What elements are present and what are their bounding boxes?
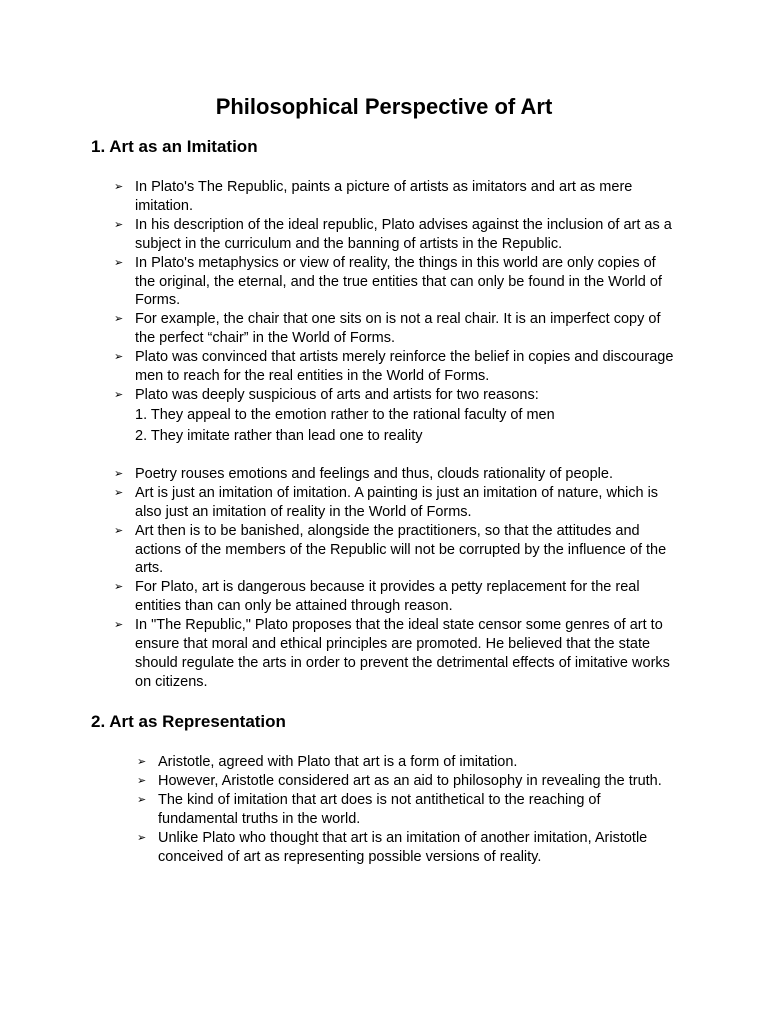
list-item [114,578,674,616]
section-1-heading: 1. Art as an Imitation [91,137,258,156]
list-item [114,522,674,579]
list-item-text: The kind of imitation that art does is not antithetical to the reaching of fundamental truths in the world. [158,791,601,827]
list-item-text: Art is just an imitation of imitation. A painting is just an imitation of nature, which is also just an imitation of reality in the World of Forms. [135,484,659,520]
arrow-bullet-icon: ➢ [114,581,124,594]
reason-item: 2. They imitate rather than lead one to reality [135,427,423,444]
list-item [137,829,677,867]
list-item [114,310,674,348]
list-item-text: Unlike Plato who thought that art is an imitation of another imitation, Aristotle conceived of art as representing possible versions of reality. [158,829,648,865]
list-item-text: Art then is to be banished, alongside the practitioners, so that the attitudes and actions of the members of the Republic will not be corrupted by the influence of the arts. [135,522,667,577]
arrow-bullet-icon: ➢ [114,256,124,269]
section-1-bullet-list [114,178,674,692]
arrow-bullet-icon: ➢ [114,388,124,401]
list-item [137,772,677,791]
list-item-text: For Plato, art is dangerous because it provides a petty replacement for the real entities than can only be attained through reason. [135,579,640,615]
list-item [137,791,677,829]
list-spacer [114,447,674,465]
list-item [114,465,674,484]
arrow-bullet-icon: ➢ [114,351,124,364]
arrow-bullet-icon: ➢ [137,793,147,806]
arrow-bullet-icon: ➢ [114,619,124,632]
arrow-bullet-icon: ➢ [137,774,147,787]
list-item-text: In his description of the ideal republic, Plato advises against the inclusion of art as a subject in the curriculum and the banning of artists in the Republic. [135,216,672,252]
list-item-text: For example, the chair that one sits on is not a real chair. It is an imperfect copy of the perfect “chair” in the World of Forms. [135,311,661,347]
arrow-bullet-icon: ➢ [114,181,124,193]
list-item [114,178,674,216]
section-2-bullet-list [137,753,677,866]
list-item [114,348,674,386]
list-item-text: In Plato's The Republic, paints a picture of artists as imitators and art as mere imitation. [135,179,633,214]
section-2-heading: 2. Art as Representation [91,712,286,731]
reasons-list-container [114,405,674,447]
reasons-list [135,405,674,447]
document-title: Philosophical Perspective of Art [215,94,553,119]
arrow-bullet-icon: ➢ [114,467,124,480]
list-item-text: Poetry rouses emotions and feelings and thus, clouds rationality of people. [135,465,613,482]
list-item [114,216,674,254]
list-item [114,616,674,692]
list-item [114,484,674,522]
list-item-text: Aristotle, agreed with Plato that art is a form of imitation. [158,754,518,770]
list-item-text: Plato was deeply suspicious of arts and artists for two reasons: [135,386,539,403]
arrow-bullet-icon: ➢ [114,486,124,499]
list-item-text: In Plato's metaphysics or view of reality, the things in this world are only copies of the original, the eternal, and the true entities that can only be found in the World of Forms. [135,254,662,309]
list-item [114,386,674,405]
arrow-bullet-icon: ➢ [137,831,147,844]
arrow-bullet-icon: ➢ [114,218,124,231]
arrow-bullet-icon: ➢ [137,756,147,768]
list-item-text: However, Aristotle considered art as an aid to philosophy in revealing the truth. [158,772,662,789]
list-item [114,254,674,311]
list-item [137,753,677,772]
reason-item: 1. They appeal to the emotion rather to the rational faculty of men [135,406,555,423]
list-item-text: Plato was convinced that artists merely reinforce the belief in copies and discourage men to reach for the real entities in the World of Forms. [135,349,674,385]
list-item-text: In "The Republic," Plato proposes that the ideal state censor some genres of art to ensure that moral and ethical principles are promoted. He believed that the state should regulate the arts in order to prevent the detrimental effects of imitative works on citizens. [135,617,670,690]
arrow-bullet-icon: ➢ [114,313,124,326]
arrow-bullet-icon: ➢ [114,524,124,537]
